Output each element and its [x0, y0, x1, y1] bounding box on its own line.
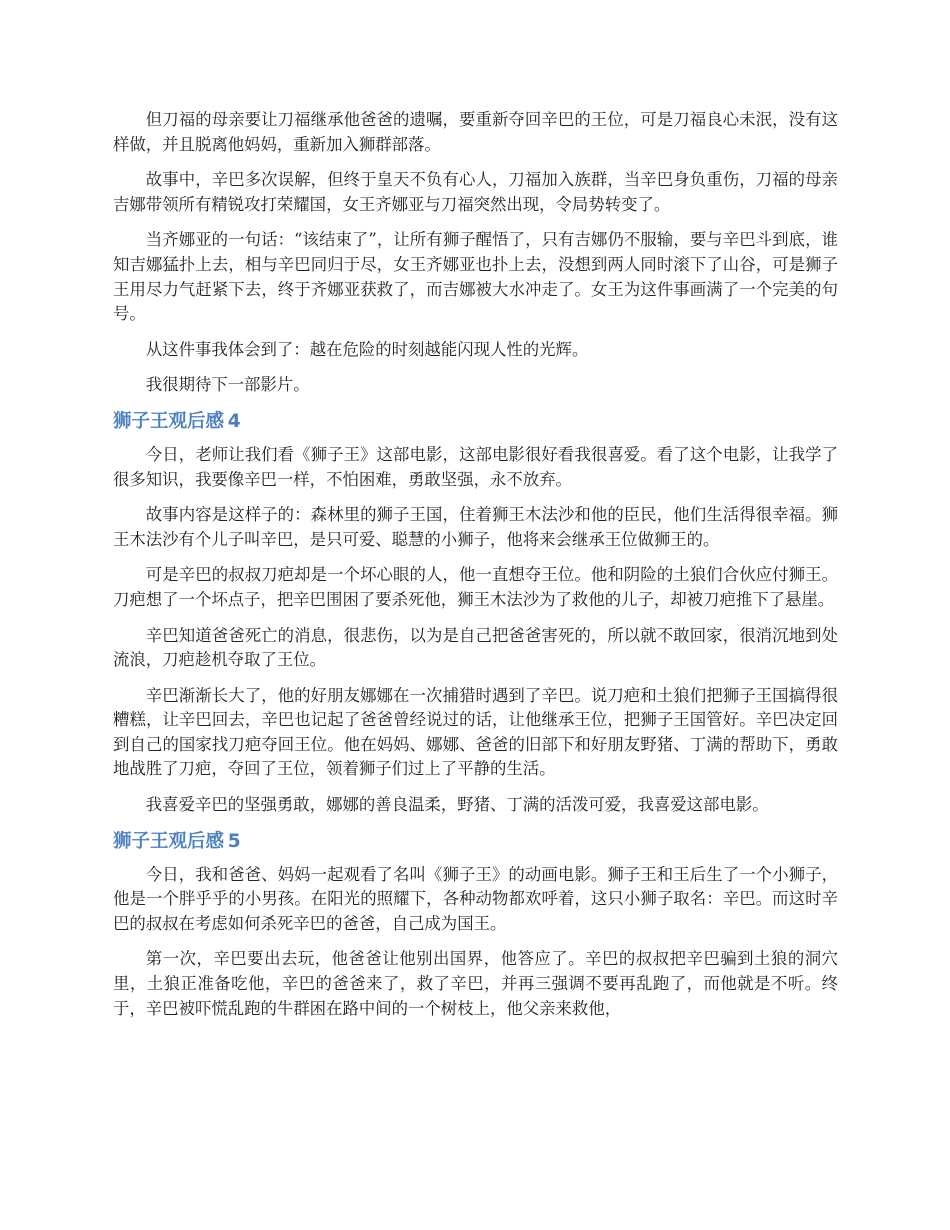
section-heading-title: 狮子王观后感 — [113, 830, 225, 852]
section-heading-title: 狮子王观后感 — [113, 410, 225, 432]
paragraph: 我喜爱辛巴的坚强勇敢，娜娜的善良温柔，野猪、丁满的活泼可爱，我喜爱这部电影。 — [145, 795, 769, 815]
section-heading-number: 4 — [227, 410, 241, 432]
section-heading-5 — [113, 829, 838, 855]
paragraph: 从这件事我体会到了：越在危险的时刻越能闪现人性的光辉。 — [145, 339, 589, 359]
paragraph: 第一次，辛巴要出去玩，他爸爸让他别出国界，他答应了。辛巴的叔叔把辛巴骗到土狼的洞穴里，土狼正准备吃他，辛巴的爸爸来了，救了辛巴，并再三强调不要再乱跑了，而他就是不听。终于，辛巴被吓慌乱跑的牛群困在路中间的一个树枝上，他父亲来救他， — [113, 949, 838, 1018]
paragraph: 可是辛巴的叔叔刀疤却是一个坏心眼的人，他一直想夺王位。他和阴险的土狼们合伙应付狮王。刀疤想了一个坏点子，把辛巴围困了要杀死他，狮王木法沙为了救他的儿子，却被刀疤推下了悬崖。 — [113, 565, 838, 609]
section-heading-4 — [113, 409, 838, 435]
paragraph: 故事内容是这样子的：森林里的狮子王国，住着狮王木法沙和他的臣民，他们生活得很幸福。狮王木法沙有个儿子叫辛巴，是只可爱、聪慧的小狮子，他将来会继承王位做狮王的。 — [113, 505, 838, 549]
paragraph: 故事中，辛巴多次误解，但终于皇天不负有心人，刀福加入族群，当辛巴身负重伤，刀福的母亲吉娜带领所有精锐攻打荣耀国，女王齐娜亚与刀福突然出现，令局势转变了。 — [113, 170, 838, 214]
paragraph: 辛巴知道爸爸死亡的消息，很悲伤，以为是自己把爸爸害死的，所以就不敢回家，很消沉地到处流浪，刀疤趁机夺取了王位。 — [113, 625, 838, 670]
section-heading-number: 5 — [227, 830, 241, 852]
paragraph: 今日，我和爸爸、妈妈一起观看了名叫《狮子王》的动画电影。狮子王和王后生了一个小狮子，他是一个胖乎乎的小男孩。在阳光的照耀下，各种动物都欢呼着，这只小狮子取名：辛巴。而这时辛巴的叔叔在考虑如何杀死辛巴的爸爸，自己成为国王。 — [113, 864, 838, 933]
paragraph: 但刀福的母亲要让刀福继承他爸爸的遗嘱，要重新夺回辛巴的王位，可是刀福良心未泯，没有这样做，并且脱离他妈妈，重新加入狮群部落。 — [113, 110, 838, 154]
paragraph: 当齐娜亚的一句话：“该结束了”，让所有狮子醒悟了，只有吉娜仍不服输，要与辛巴斗到底，谁知吉娜猛扑上去，相与辛巴同归于尽，女王齐娜亚也扑上去，没想到两人同时滚下了山谷，可是狮子王用尽力气赶紧下去，终于齐娜亚获救了，而吉娜被大水冲走了。女王为这件事画满了一个完美的句号。 — [113, 230, 838, 324]
document-page — [113, 108, 838, 1032]
paragraph: 今日，老师让我们看《狮子王》这部电影，这部电影很好看我很喜爱。看了这个电影，让我学了很多知识，我要像辛巴一样，不怕困难，勇敢坚强，永不放弃。 — [113, 444, 838, 489]
paragraph: 辛巴渐渐长大了，他的好朋友娜娜在一次捕猎时遇到了辛巴。说刀疤和土狼们把狮子王国搞得很糟糕，让辛巴回去，辛巴也记起了爸爸曾经说过的话，让他继承王位，把狮子王国管好。辛巴决定回到自己的国家找刀疤夺回王位。他在妈妈、娜娜、爸爸的旧部下和好朋友野猪、丁满的帮助下，勇敢地战胜了刀疤，夺回了王位，领着狮子们过上了平静的生活。 — [113, 685, 838, 779]
paragraph: 我很期待下一部影片。 — [145, 375, 310, 395]
